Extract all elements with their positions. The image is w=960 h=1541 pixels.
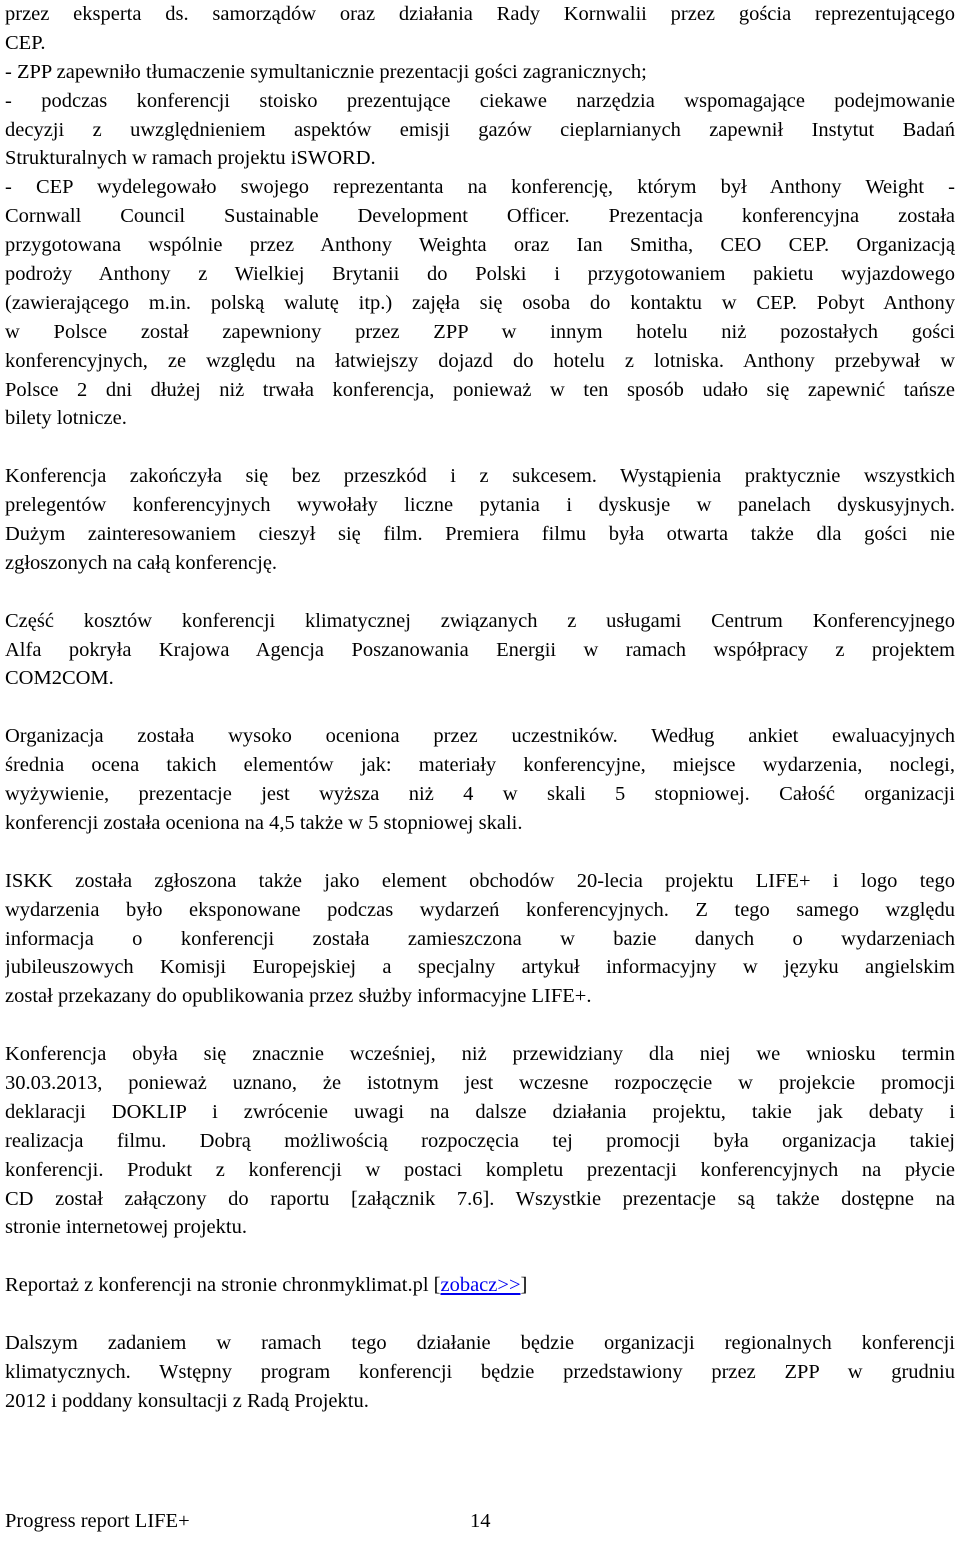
text-line: klimatycznych. Wstępny program konferencji będzie przedstawiony przez ZPP w grudniu bbox=[5, 1360, 955, 1383]
text-line: CEP. bbox=[5, 31, 46, 54]
text-line: COM2COM. bbox=[5, 667, 114, 690]
text-line: wyżywienie, prezentacje jest wyższa niż 4 w skali 5 stopniowej. Całość organizacji bbox=[5, 783, 955, 806]
text-line: decyzji z uwzględnieniem aspektów emisji gazów cieplarnianych zapewnił Instytut Badań bbox=[5, 118, 955, 141]
text-line: Cornwall Council Sustainable Development Officer. Prezentacja konferencyjna została bbox=[5, 205, 955, 228]
text-line: Dalszym zadaniem w ramach tego działanie będzie organizacji regionalnych konferencji bbox=[5, 1331, 955, 1354]
text-line: Polsce 2 dni dłużej niż trwała konferencja, ponieważ w ten sposób udało się zapewnić tańsze bbox=[5, 378, 955, 401]
text-line: - podczas konferencji stoisko prezentujące ciekawe narzędzia wspomagające podejmowanie bbox=[5, 89, 955, 112]
footer-title: Progress report LIFE+ bbox=[5, 1510, 190, 1532]
zobacz-link[interactable]: zobacz>> bbox=[440, 1274, 521, 1297]
text-line: prelegentów konferencyjnych wywołały liczne pytania i dyskusje w panelach dyskusyjnych. bbox=[5, 494, 955, 517]
text-line: przez eksperta ds. samorządów oraz działania Rady Kornwalii przez gościa reprezentującego bbox=[5, 3, 955, 25]
paragraph-spacer bbox=[5, 1300, 955, 1329]
document-body bbox=[5, 0, 955, 1416]
text-line: CD został załączony do raportu [załącznik 7.6]. Wszystkie prezentacje są także dostępne na bbox=[5, 1187, 955, 1210]
text-line: deklaracji DOKLIP i zwrócenie uwagi na dalsze działania projektu, takie jak debaty i bbox=[5, 1100, 955, 1123]
paragraph-3 bbox=[5, 607, 955, 694]
report-link-prefix: Reportaż z konferencji na stronie chronmyklimat.pl [ bbox=[5, 1274, 441, 1297]
text-line: 2012 i poddany konsultacji z Radą Projektu. bbox=[5, 1389, 369, 1412]
text-line: realizacja filmu. Dobrą możliwością rozpoczęcia tej promocji była organizacja takiej bbox=[5, 1129, 955, 1152]
report-link-line bbox=[5, 1271, 955, 1300]
text-line: ISKK została zgłoszona także jako element obchodów 20-lecia projektu LIFE+ i logo tego bbox=[5, 869, 955, 892]
text-line: (zawierającego m.in. polską walutę itp.) zajęła się osoba do kontaktu w CEP. Pobyt Anthony bbox=[5, 291, 955, 314]
text-line: - ZPP zapewniło tłumaczenie symultanicznie prezentacji gości zagranicznych; bbox=[5, 60, 647, 83]
text-line: Strukturalnych w ramach projektu iSWORD. bbox=[5, 147, 376, 170]
text-line: konferencji została oceniona na 4,5 także w 5 stopniowej skali. bbox=[5, 811, 523, 834]
text-line: w Polsce został zapewniony przez ZPP w innym hotelu niż pozostałych gości bbox=[5, 320, 955, 343]
text-line: 30.03.2013, ponieważ uznano, że istotnym jest wczesne rozpoczęcie w projekcie promocji bbox=[5, 1071, 955, 1094]
text-line: został przekazany do opublikowania przez służby informacyjne LIFE+. bbox=[5, 985, 592, 1008]
text-line: bilety lotnicze. bbox=[5, 407, 127, 430]
paragraph-4 bbox=[5, 722, 955, 838]
text-line: Część kosztów konferencji klimatycznej związanych z usługami Centrum Konferencyjnego bbox=[5, 609, 955, 632]
text-line: Konferencja obyła się znacznie wcześniej, niż przewidziany dla niej we wniosku termin bbox=[5, 1043, 955, 1066]
text-line: - CEP wydelegowało swojego reprezentanta na konferencję, którym był Anthony Weight - bbox=[5, 176, 955, 199]
report-link-suffix: ] bbox=[520, 1274, 528, 1297]
paragraph-spacer bbox=[5, 693, 955, 722]
text-line: zgłoszonych na całą konferencję. bbox=[5, 551, 278, 574]
paragraph-spacer bbox=[5, 1011, 955, 1040]
paragraph-spacer bbox=[5, 433, 955, 462]
text-line: konferencji. Produkt z konferencji w postaci kompletu prezentacji konferencyjnych na płycie bbox=[5, 1158, 955, 1181]
paragraph-spacer bbox=[5, 838, 955, 867]
text-line: stronie internetowej projektu. bbox=[5, 1216, 247, 1239]
paragraph-final bbox=[5, 1329, 955, 1416]
paragraph-spacer bbox=[5, 578, 955, 607]
paragraph-1 bbox=[5, 0, 955, 433]
paragraph-2 bbox=[5, 462, 955, 578]
text-line: Konferencja zakończyła się bez przeszkód i z sukcesem. Wystąpienia praktycznie wszystkich bbox=[5, 465, 955, 488]
paragraph-5 bbox=[5, 867, 955, 1011]
text-line: podroży Anthony z Wielkiej Brytanii do Polski i przygotowaniem pakietu wyjazdowego bbox=[5, 263, 955, 286]
text-line: jubileuszowych Komisji Europejskiej a specjalny artykuł informacyjny w języku angielskim bbox=[5, 956, 955, 979]
text-line: średnia ocena takich elementów jak: materiały konferencyjne, miejsce wydarzenia, noclegi, bbox=[5, 754, 955, 777]
text-line: Dużym zainteresowaniem cieszył się film. Premiera filmu była otwarta także dla gości nie bbox=[5, 523, 955, 546]
paragraph-spacer bbox=[5, 1242, 955, 1271]
page-footer bbox=[5, 1506, 955, 1536]
page-number: 14 bbox=[470, 1510, 491, 1532]
text-line: wydarzenia było eksponowane podczas wydarzeń konferencyjnych. Z tego samego względu bbox=[5, 898, 955, 921]
text-line: Alfa pokryła Krajowa Agencja Poszanowania Energii w ramach współpracy z projektem bbox=[5, 638, 955, 661]
text-line: Organizacja została wysoko oceniona przez uczestników. Według ankiet ewaluacyjnych bbox=[5, 725, 955, 748]
text-line: informacja o konferencji została zamieszczona w bazie danych o wydarzeniach bbox=[5, 927, 955, 950]
text-line: przygotowana wspólnie przez Anthony Weighta oraz Ian Smitha, CEO CEP. Organizacją bbox=[5, 234, 955, 257]
text-line: konferencyjnych, ze względu na łatwiejszy dojazd do hotelu z lotniska. Anthony przebywał w bbox=[5, 349, 955, 372]
paragraph-6 bbox=[5, 1040, 955, 1242]
